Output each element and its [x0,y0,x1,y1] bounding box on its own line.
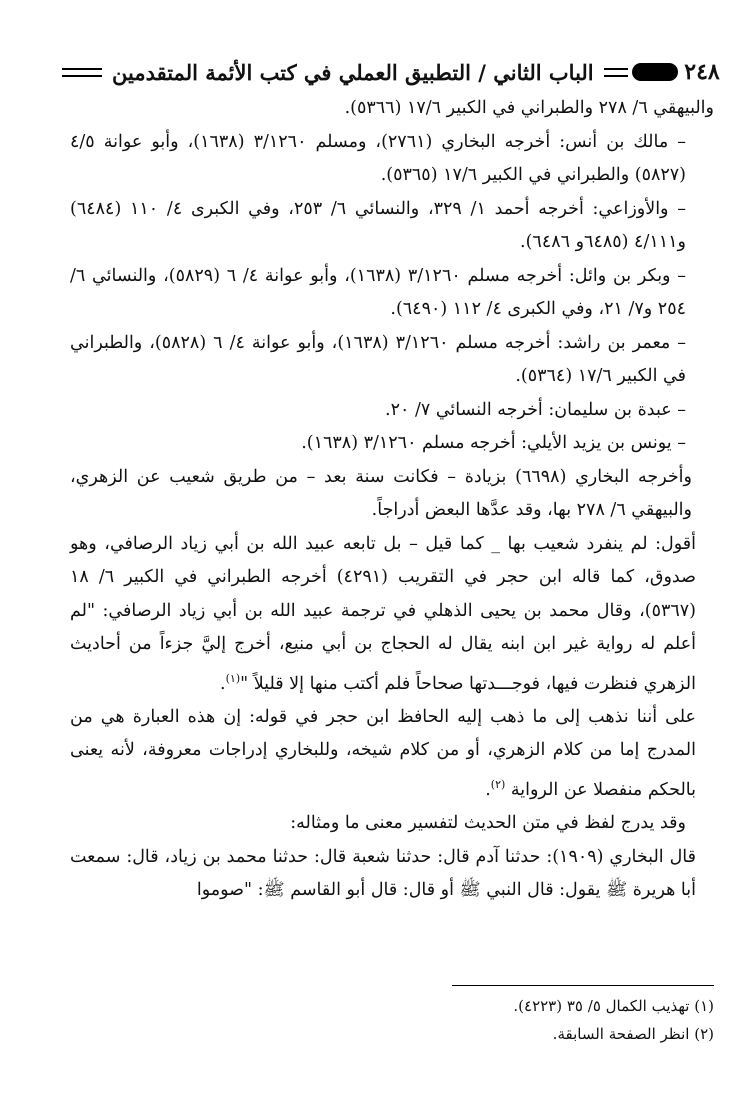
paragraph: والبيهقي ٦/ ٢٧٨ والطبراني في الكبير ١٧/٦ (٥٣٦٦). [344,98,714,118]
header-pill-ornament [632,63,678,81]
paragraph: على أننا نذهب إلى ما ذهب إليه الحافظ ابن حجر في قوله: إن هذه العبارة هي من المدرج إما من كلام الزهري، أو من كلام شيخه، وللبخاري إدراجات معروفة، لأنه يعنى بالحكم منفصلا عن الرواية $^{(٢)}$. [70,706,696,800]
page-header [62,52,722,92]
paragraph: أقول: لم ينفرد شعيب بها _ كما قيل – بل تابعه عبيد الله بن أبي زياد الرصافي، وهو صدوق، كما قاله ابن حجر في التقريب (٤٢٩١) أخرجه الطبراني في الكبير ٦/ ١٨ (٥٣٦٧)، وقال محمد بن يحيى الذهلي في ترجمة عبيد الله بن أبي زياد الرصافي: "لم أعلم له رواية غير ابن ابنه يقال له الحجاج بن أبي منيع، أخرج إليَّ جزءاً من أحاديث الزهري فنظرت فيها، فوجـــدتها صحاحاً فلم أكتب منها إلا قليلاً "$^{(١)}$. [70,533,696,694]
footnote-ref: (١) [225,671,241,685]
footnotes [70,992,714,1048]
paragraph: – والأوزاعي: أخرجه أحمد ١/ ٣٢٩، والنسائي ٦/ ٢٥٣، وفي الكبرى ٤/ ١١٠ (٦٤٨٤) و٤/١١١ (٦٤٨٥و ٦٤٨٦). [70,198,686,252]
paragraph: – يونس بن يزيد الأيلي: أخرجه مسلم ٣/١٢٦٠ (١٦٣٨). [301,433,686,453]
footnote-ref: (٢) [490,777,506,791]
page-number: ٢٤٨ [684,59,720,85]
paragraph: – وبكر بن وائل: أخرجه مسلم ٣/١٢٦٠ (١٦٣٨)، وأبو عوانة ٤/ ٦ (٥٨٢٩)، والنسائي ٦/ ٢٥٤ و٧/ ٢١، وفي الكبرى ٤/ ١١٢ (٦٤٩٠). [70,265,686,319]
paragraph: قال البخاري (١٩٠٩): حدثنا آدم قال: حدثنا شعبة قال: حدثنا محمد بن زياد، قال: سمعت أبا هريرة ﷺ يقول: قال النبي ﷺ أو قال: قال أبو القاسم ﷺ: "صوموا [70,846,696,901]
main-text [70,92,714,908]
chapter-title: الباب الثاني / التطبيق العملي في كتب الأئمة المتقدمين [112,59,594,85]
paragraph: وأخرجه البخاري (٦٦٩٨) بزيادة – فكانت سنة بعد – من طريق شعيب عن الزهري، والبيهقي ٦/ ٢٧٨ بها، وقد عدَّها البعض أدراجاً. [70,466,692,520]
paragraph: وقد يدرج لفظ في متن الحديث لتفسير معنى ما ومثاله: [290,813,686,834]
header-rule-end [62,68,102,77]
paragraph-text: أقول: لم ينفرد شعيب بها _ كما قيل – بل تابعه عبيد الله بن أبي زياد الرصافي، وهو صدوق، كما قاله ابن حجر في التقريب (٤٢٩١) أخرجه الطبراني في الكبير ٦/ ١٨ (٥٣٦٧)، وقال محمد بن يحيى الذهلي في ترجمة عبيد الله بن أبي زياد الرصافي: "لم أعلم له رواية غير ابن ابنه يقال له الحجاج بن أبي منيع، أخرج إليَّ جزءاً من أحاديث الزهري فنظرت فيها، فوجـــدتها صحاحاً فلم أكتب منها إلا قليلاً " [70,533,696,694]
footnote: (١) تهذيب الكمال ٥/ ٣٥ (٤٢٢٣). [513,997,714,1015]
header-rule [604,68,628,77]
footnote: (٢) انظر الصفحة السابقة. [552,1025,714,1043]
paragraph: – معمر بن راشد: أخرجه مسلم ٣/١٢٦٠ (١٦٣٨)، وأبو عوانة ٤/ ٦ (٥٨٢٨)، والطبراني في الكبير ١٧/٦ (٥٣٦٤). [70,332,687,386]
paragraph: – مالك بن أنس: أخرجه البخاري (٢٧٦١)، ومسلم ٣/١٢٦٠ (١٦٣٨)، وأبو عوانة ٤/٥ (٥٨٢٧) والطبراني في الكبير ١٧/٦ (٥٣٦٥). [70,131,686,185]
footnote-separator [452,985,714,986]
header-ornament [62,60,682,85]
paragraph: – عبدة بن سليمان: أخرجه النسائي ٧/ ٢٠. [384,399,686,420]
paragraph-text: على أننا نذهب إلى ما ذهب إليه الحافظ ابن حجر في قوله: إن هذه العبارة هي من المدرج إما من كلام الزهري، أو من كلام شيخه، وللبخاري إدراجات معروفة، لأنه يعنى بالحكم منفصلا عن الرواية [70,706,696,800]
